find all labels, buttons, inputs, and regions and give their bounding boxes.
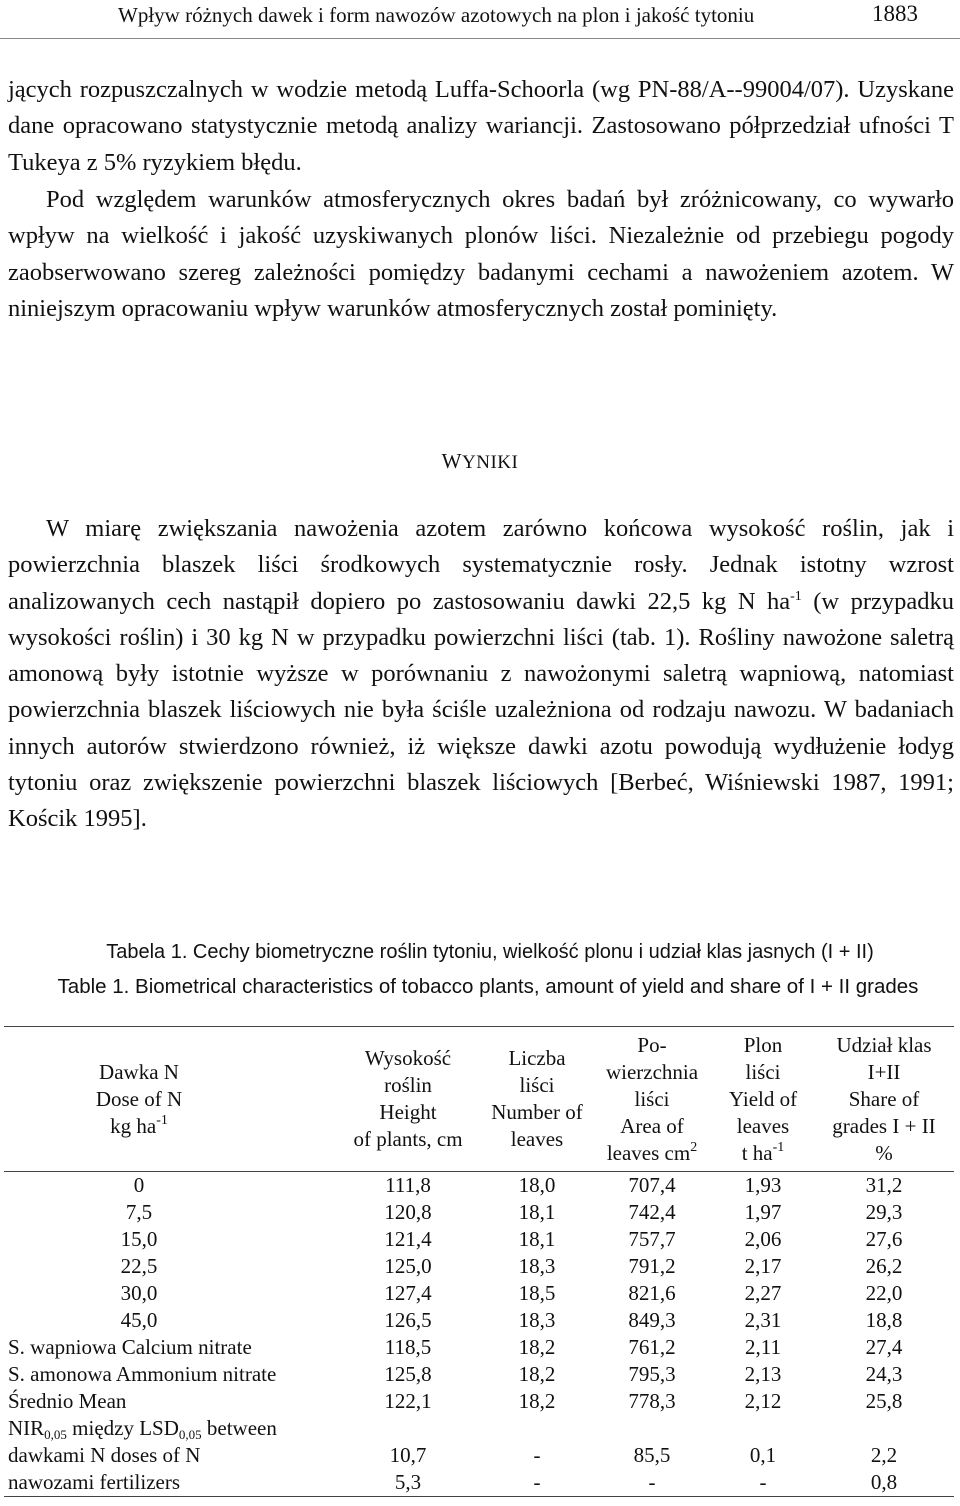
cell-height: 118,5	[384, 1335, 432, 1359]
section-heading-results	[0, 449, 960, 474]
results-text-b: (w przypadku wysokości roślin) i 30 kg N w przypadku powierzchni liści (tab. 1). Rośliny nawożone saletrą amonową były istotnie wyższe w porównaniu z nawożonymi saletrą wapniową, natomiast powierzchnia blaszek liściowych nie była ściśle uzależniona od rodzaju nawozu. W badaniach innych autorów stwierdzono również, iż większe dawki azotu powodują wydłużenie łodyg tytoniu oraz zwiększenie powierzchni blaszek liściowych [Berbeć, Wiśniewski 1987, 1991; Kościk 1995].	[8, 587, 954, 833]
cell-height: 125,8	[384, 1362, 432, 1386]
cell-share: 27,6	[865, 1227, 903, 1251]
cell-area: 849,3	[628, 1308, 676, 1332]
header-area: Po- wierzchnia liści Area of leaves $cm^2$	[592, 1027, 712, 1172]
cell-area: 778,3	[628, 1389, 676, 1413]
cell-yield: 1,93	[744, 1173, 782, 1197]
table-row	[4, 1199, 954, 1226]
header-rule	[0, 38, 960, 39]
table-row	[4, 1172, 954, 1200]
lsd-height: 10,7 5,3	[334, 1415, 482, 1497]
table-row	[4, 1280, 954, 1307]
lsd-yield: 0,1 -	[712, 1415, 814, 1497]
page-header	[0, 0, 960, 40]
cell-yield: 2,11	[745, 1335, 781, 1359]
lsd-area: 85,5 -	[592, 1415, 712, 1497]
cell-height: 125,0	[384, 1254, 432, 1278]
cell-leaves: 18,3	[518, 1308, 556, 1332]
cell-share: 25,8	[865, 1389, 903, 1413]
cell-yield: 2,13	[744, 1362, 782, 1386]
row-label: S. wapniowa Calcium nitrate	[8, 1335, 252, 1359]
cell-height: 120,8	[384, 1200, 432, 1224]
cell-yield: 2,27	[744, 1281, 782, 1305]
biometrics-table	[4, 1026, 954, 1497]
table-row	[4, 1307, 954, 1334]
header-height: Wysokość roślin Height of plants, cm	[334, 1027, 482, 1172]
cell-height: 111,8	[385, 1173, 431, 1197]
cell-share: 18,8	[865, 1308, 903, 1332]
cell-area: 707,4	[628, 1173, 676, 1197]
results-text-a: W miarę zwiększania nawożenia azotem zarówno końcowa wysokość roślin, jak i powierzchnia blaszek liści środkowych systematycznie rosły. Jednak istotny wzrost analizowanych cech nastąpił dopiero po zastosowaniu dawki 22,5 kg N ha	[8, 515, 954, 615]
heading-rest: YNIKI	[462, 452, 519, 473]
cell-height: 126,5	[384, 1308, 432, 1332]
table-caption-english: Table 1. Biometrical characteristics of tobacco plants, amount of yield and share of I + II grades	[57, 975, 919, 998]
paragraph-methods: jących rozpuszczalnych w wodzie metodą Luffa-Schoorla (wg PN-88/A--99004/07). Uzyskane dane opracowano statystycznie metodą analizy wariancji. Zastosowano półprzedział ufności T Tukeya z 5% ryzykiem błędu.	[8, 76, 954, 176]
cell-leaves: 18,2	[518, 1389, 556, 1413]
cell-leaves: 18,2	[518, 1335, 556, 1359]
cell-area: 742,4	[628, 1200, 676, 1224]
paragraph-weather: Pod względem warunków atmosferycznych okres badań był zróżnicowany, co wywarło wpływ na wielkość i jakość uzyskiwanych plonów liści. Niezależnie od przebiegu pogody zaobserwowano szereg zależności pomiędzy badanymi cechami a nawożeniem azotem. W niniejszym opracowaniu wpływ warunków atmosferycznych został pominięty.	[8, 186, 954, 322]
cell-leaves: 18,2	[518, 1362, 556, 1386]
row-label: 30,0	[120, 1281, 158, 1305]
lsd-leaves: - -	[482, 1415, 592, 1497]
cell-leaves: 18,0	[518, 1173, 556, 1197]
table-header-row	[4, 1027, 954, 1172]
cell-yield: 2,31	[744, 1308, 782, 1332]
table-caption-polish: Tabela 1. Cechy biometryczne roślin tytoniu, wielkość plonu i udział klas jasnych (I + II)	[106, 941, 874, 963]
row-label: S. amonowa Ammonium nitrate	[8, 1362, 277, 1386]
cell-yield: 2,12	[744, 1389, 782, 1413]
table-row	[4, 1334, 954, 1361]
paragraph-results	[8, 511, 954, 838]
lsd-label: $NIR_{0,05}$ między $LSD_{0,05}$ between dawkami N doses of N nawozami fertilizers	[4, 1415, 334, 1497]
table-row	[4, 1388, 954, 1415]
row-label: Średnio Mean	[8, 1389, 127, 1413]
cell-area: 791,2	[628, 1254, 676, 1278]
cell-share: 22,0	[865, 1281, 903, 1305]
cell-leaves: 18,1	[518, 1200, 556, 1224]
heading-initial: W	[441, 449, 462, 473]
table-row	[4, 1253, 954, 1280]
cell-share: 24,3	[865, 1362, 903, 1386]
cell-area: 821,6	[628, 1281, 676, 1305]
row-label: 7,5	[125, 1200, 153, 1224]
header-leaves: Liczba liści Number of leaves	[482, 1027, 592, 1172]
header-dose: Dawka N Dose of N kg $ha^{-1}$	[4, 1027, 334, 1172]
cell-yield: 2,17	[744, 1254, 782, 1278]
table-row	[4, 1361, 954, 1388]
header-yield: Plon liści Yield of leaves t $ha^{-1}$	[712, 1027, 814, 1172]
page-number: 1883	[872, 1, 918, 26]
cell-height: 122,1	[384, 1389, 432, 1413]
cell-share: 27,4	[865, 1335, 903, 1359]
lsd-share: 2,2 0,8	[814, 1415, 954, 1497]
cell-leaves: 18,3	[518, 1254, 556, 1278]
cell-area: 757,7	[628, 1227, 676, 1251]
cell-yield: 2,06	[744, 1227, 782, 1251]
row-label: 45,0	[120, 1308, 158, 1332]
results-superscript: -1	[790, 588, 802, 604]
cell-area: 761,2	[628, 1335, 676, 1359]
cell-share: 26,2	[865, 1254, 903, 1278]
cell-yield: 1,97	[744, 1200, 782, 1224]
cell-share: 29,3	[865, 1200, 903, 1224]
cell-share: 31,2	[865, 1173, 903, 1197]
running-title: Wpływ różnych dawek i form nawozów azotowych na plon i jakość tytoniu	[118, 3, 755, 27]
header-share: Udział klas I+II Share of grades I + II %	[814, 1027, 954, 1172]
table-row	[4, 1226, 954, 1253]
row-label: 22,5	[120, 1254, 158, 1278]
cell-height: 127,4	[384, 1281, 432, 1305]
cell-height: 121,4	[384, 1227, 432, 1251]
table-row-lsd	[4, 1415, 954, 1497]
cell-leaves: 18,5	[518, 1281, 556, 1305]
row-label: 15,0	[120, 1227, 158, 1251]
row-label: 0	[133, 1173, 145, 1197]
cell-leaves: 18,1	[518, 1227, 556, 1251]
cell-area: 795,3	[628, 1362, 676, 1386]
